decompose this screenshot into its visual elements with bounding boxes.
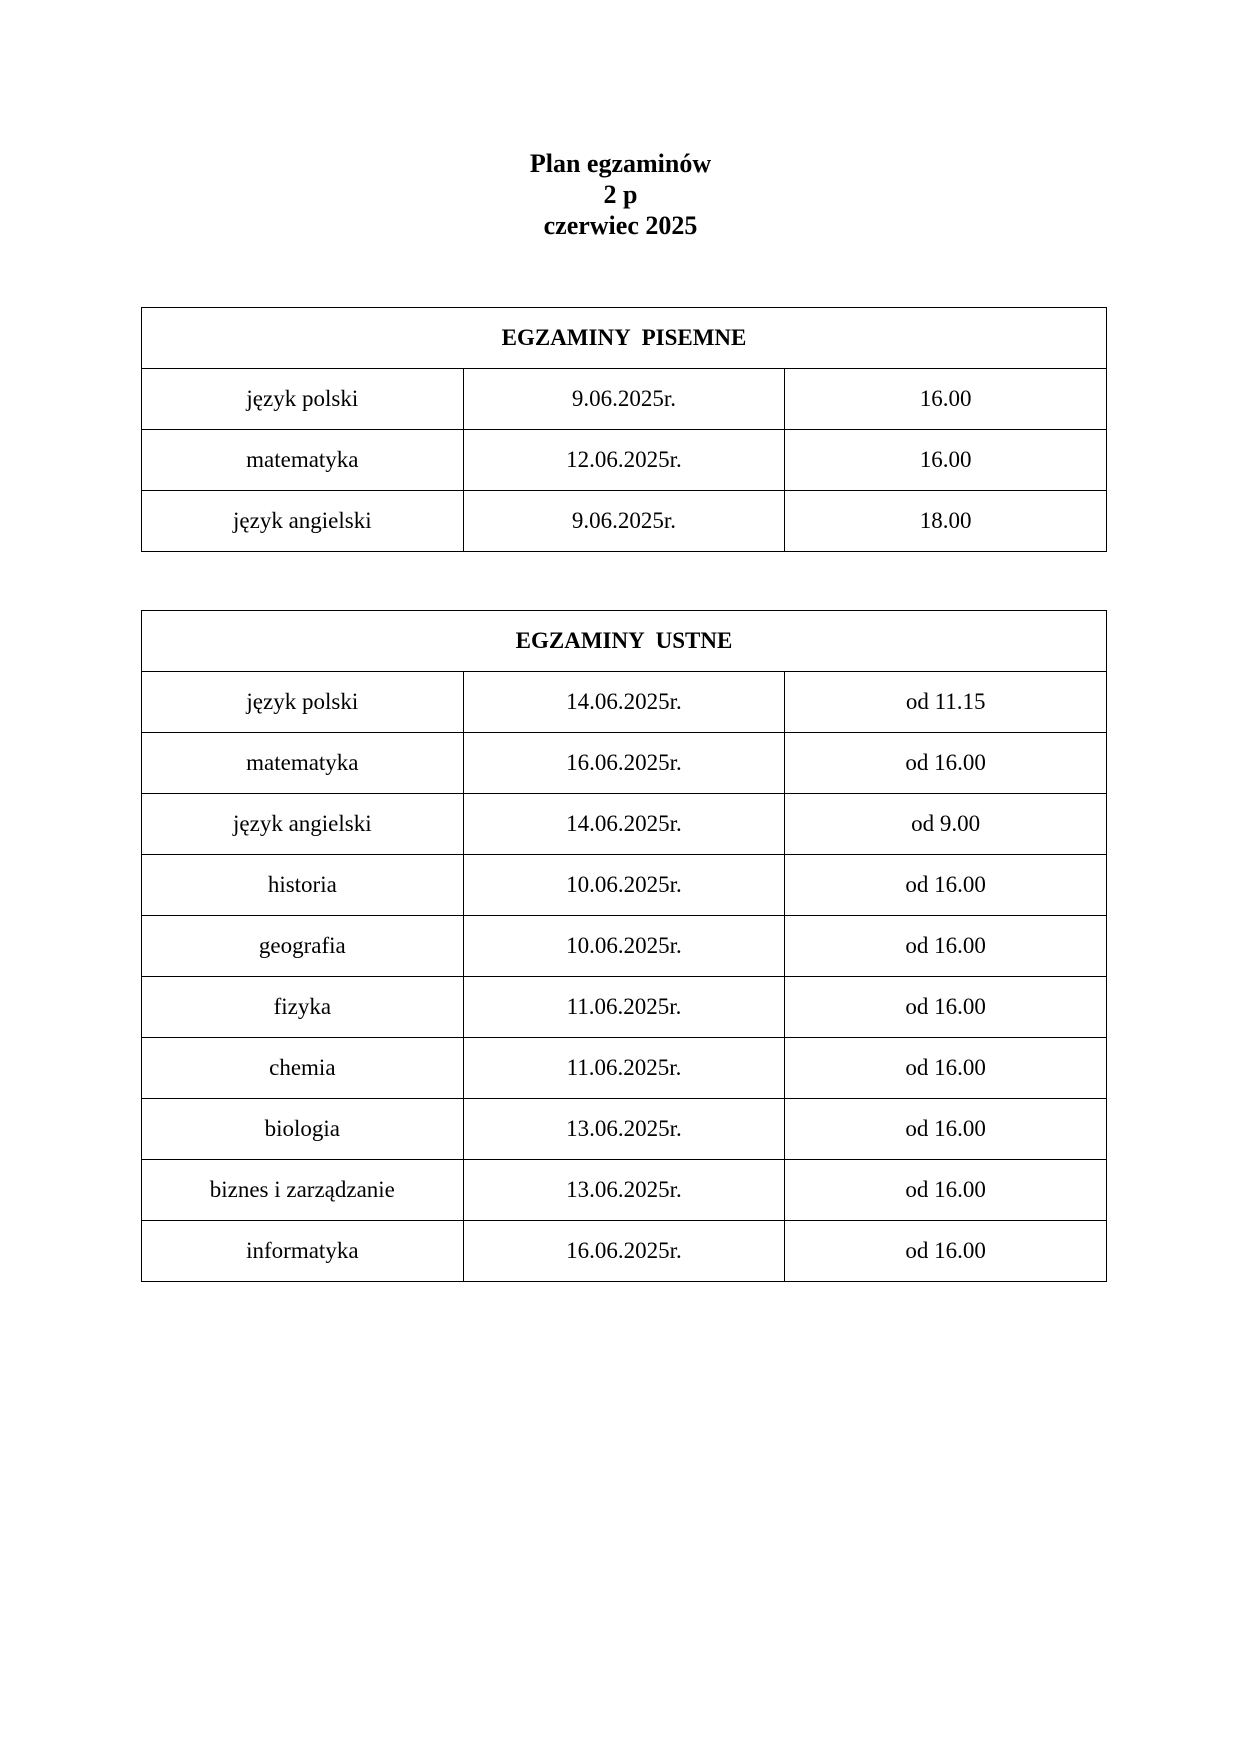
document-title <box>0 148 1241 241</box>
date-cell: 10.06.2025r. <box>463 855 785 916</box>
time-cell: od 16.00 <box>785 1160 1107 1221</box>
table-row <box>142 977 1107 1038</box>
table-header-row <box>142 611 1107 672</box>
oral-exams-heading: EGZAMINY USTNE <box>142 611 1107 672</box>
subject-cell: informatyka <box>142 1221 464 1282</box>
time-cell: od 16.00 <box>785 1221 1107 1282</box>
table-row <box>142 916 1107 977</box>
date-cell: 9.06.2025r. <box>463 369 785 430</box>
date-cell: 12.06.2025r. <box>463 430 785 491</box>
time-cell: od 16.00 <box>785 733 1107 794</box>
date-cell: 13.06.2025r. <box>463 1099 785 1160</box>
subject-cell: język angielski <box>142 794 464 855</box>
title-line-month: czerwiec 2025 <box>543 211 698 240</box>
subject-cell: język angielski <box>142 491 464 552</box>
table-row <box>142 1099 1107 1160</box>
table-row <box>142 794 1107 855</box>
table-row <box>142 369 1107 430</box>
time-cell: od 9.00 <box>785 794 1107 855</box>
date-cell: 9.06.2025r. <box>463 491 785 552</box>
subject-cell: fizyka <box>142 977 464 1038</box>
table-row <box>142 430 1107 491</box>
table-row <box>142 491 1107 552</box>
table-row <box>142 1221 1107 1282</box>
table-row <box>142 733 1107 794</box>
time-cell: od 16.00 <box>785 916 1107 977</box>
date-cell: 14.06.2025r. <box>463 672 785 733</box>
title-line-class: 2 p <box>603 180 638 209</box>
date-cell: 16.06.2025r. <box>463 733 785 794</box>
date-cell: 13.06.2025r. <box>463 1160 785 1221</box>
subject-cell: geografia <box>142 916 464 977</box>
table-row <box>142 855 1107 916</box>
subject-cell: chemia <box>142 1038 464 1099</box>
time-cell: 18.00 <box>785 491 1107 552</box>
time-cell: 16.00 <box>785 369 1107 430</box>
time-cell: od 16.00 <box>785 977 1107 1038</box>
date-cell: 11.06.2025r. <box>463 1038 785 1099</box>
subject-cell: biologia <box>142 1099 464 1160</box>
subject-cell: język polski <box>142 672 464 733</box>
subject-cell: język polski <box>142 369 464 430</box>
date-cell: 14.06.2025r. <box>463 794 785 855</box>
table-row <box>142 1038 1107 1099</box>
subject-cell: matematyka <box>142 430 464 491</box>
subject-cell: historia <box>142 855 464 916</box>
table-header-row <box>142 308 1107 369</box>
written-exams-heading: EGZAMINY PISEMNE <box>142 308 1107 369</box>
title-line-plan: Plan egzaminów <box>529 149 712 178</box>
subject-cell: biznes i zarządzanie <box>142 1160 464 1221</box>
table-row <box>142 672 1107 733</box>
time-cell: 16.00 <box>785 430 1107 491</box>
date-cell: 11.06.2025r. <box>463 977 785 1038</box>
time-cell: od 16.00 <box>785 855 1107 916</box>
date-cell: 10.06.2025r. <box>463 916 785 977</box>
table-row <box>142 1160 1107 1221</box>
oral-exams-table <box>141 610 1107 1282</box>
subject-cell: matematyka <box>142 733 464 794</box>
time-cell: od 16.00 <box>785 1099 1107 1160</box>
date-cell: 16.06.2025r. <box>463 1221 785 1282</box>
time-cell: od 16.00 <box>785 1038 1107 1099</box>
written-exams-table <box>141 307 1107 552</box>
time-cell: od 11.15 <box>785 672 1107 733</box>
